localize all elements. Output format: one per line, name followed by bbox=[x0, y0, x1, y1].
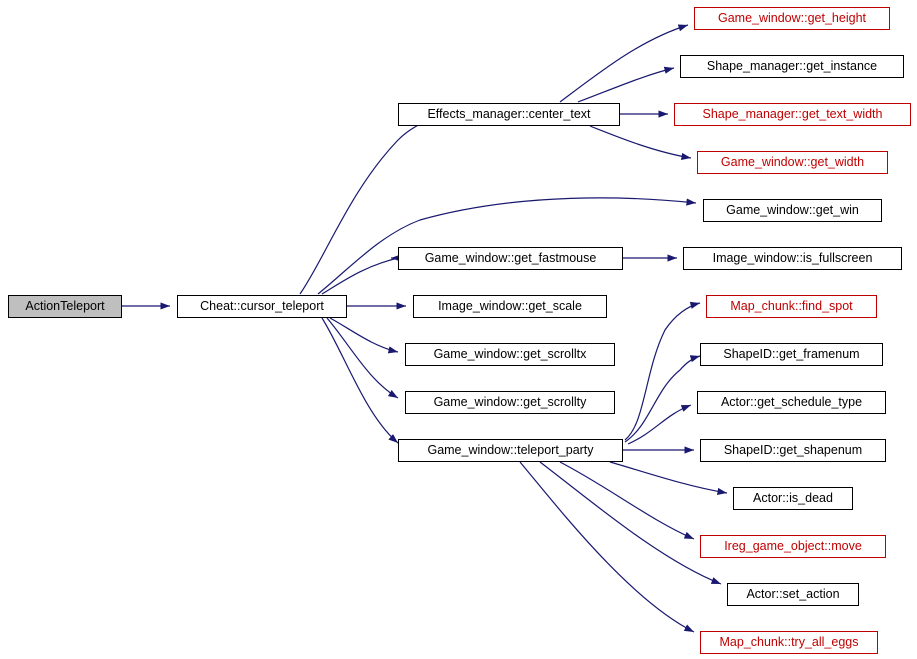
graph-node-n21[interactable]: Map_chunk::try_all_eggs bbox=[700, 631, 878, 654]
edge-n2-n4 bbox=[578, 68, 674, 102]
graph-node-n1[interactable]: Cheat::cursor_teleport bbox=[177, 295, 347, 318]
graph-node-n16[interactable]: Game_window::teleport_party bbox=[398, 439, 623, 462]
edge-n1-n16 bbox=[322, 318, 398, 443]
edge-n16-n13 bbox=[625, 356, 700, 442]
edge-n1-n12 bbox=[330, 318, 398, 352]
edge-n1-n8 bbox=[322, 258, 398, 294]
graph-node-n14[interactable]: Actor::get_schedule_type bbox=[697, 391, 886, 414]
edge-n16-n14 bbox=[628, 405, 691, 444]
graph-node-n19[interactable]: Ireg_game_object::move bbox=[700, 535, 886, 558]
edge-n16-n19 bbox=[560, 462, 694, 539]
graph-node-n12[interactable]: Game_window::get_scrolltx bbox=[405, 343, 615, 366]
graph-node-n15[interactable]: Game_window::get_scrollty bbox=[405, 391, 615, 414]
edge-n16-n21 bbox=[520, 462, 694, 632]
graph-node-n20[interactable]: Actor::set_action bbox=[727, 583, 859, 606]
edge-n16-n11 bbox=[625, 303, 700, 440]
graph-node-n9[interactable]: Image_window::is_fullscreen bbox=[683, 247, 902, 270]
edge-n2-n3 bbox=[560, 25, 688, 102]
graph-node-n13[interactable]: ShapeID::get_framenum bbox=[700, 343, 883, 366]
edge-n16-n18 bbox=[610, 462, 727, 493]
edge-n1-n15 bbox=[327, 318, 398, 398]
graph-node-n5[interactable]: Shape_manager::get_text_width bbox=[674, 103, 911, 126]
graph-node-n3[interactable]: Game_window::get_height bbox=[694, 7, 890, 30]
edge-n1-n7 bbox=[318, 198, 696, 294]
graph-node-n6[interactable]: Game_window::get_width bbox=[697, 151, 888, 174]
graph-node-n7[interactable]: Game_window::get_win bbox=[703, 199, 882, 222]
edge-n16-n20 bbox=[540, 462, 721, 584]
graph-node-n4[interactable]: Shape_manager::get_instance bbox=[680, 55, 904, 78]
graph-node-n8[interactable]: Game_window::get_fastmouse bbox=[398, 247, 623, 270]
graph-node-n17[interactable]: ShapeID::get_shapenum bbox=[700, 439, 886, 462]
graph-node-n0[interactable]: ActionTeleport bbox=[8, 295, 122, 318]
graph-node-n2[interactable]: Effects_manager::center_text bbox=[398, 103, 620, 126]
graph-node-n10[interactable]: Image_window::get_scale bbox=[413, 295, 607, 318]
graph-node-n11[interactable]: Map_chunk::find_spot bbox=[706, 295, 877, 318]
edge-n2-n6 bbox=[590, 126, 691, 158]
graph-node-n18[interactable]: Actor::is_dead bbox=[733, 487, 853, 510]
